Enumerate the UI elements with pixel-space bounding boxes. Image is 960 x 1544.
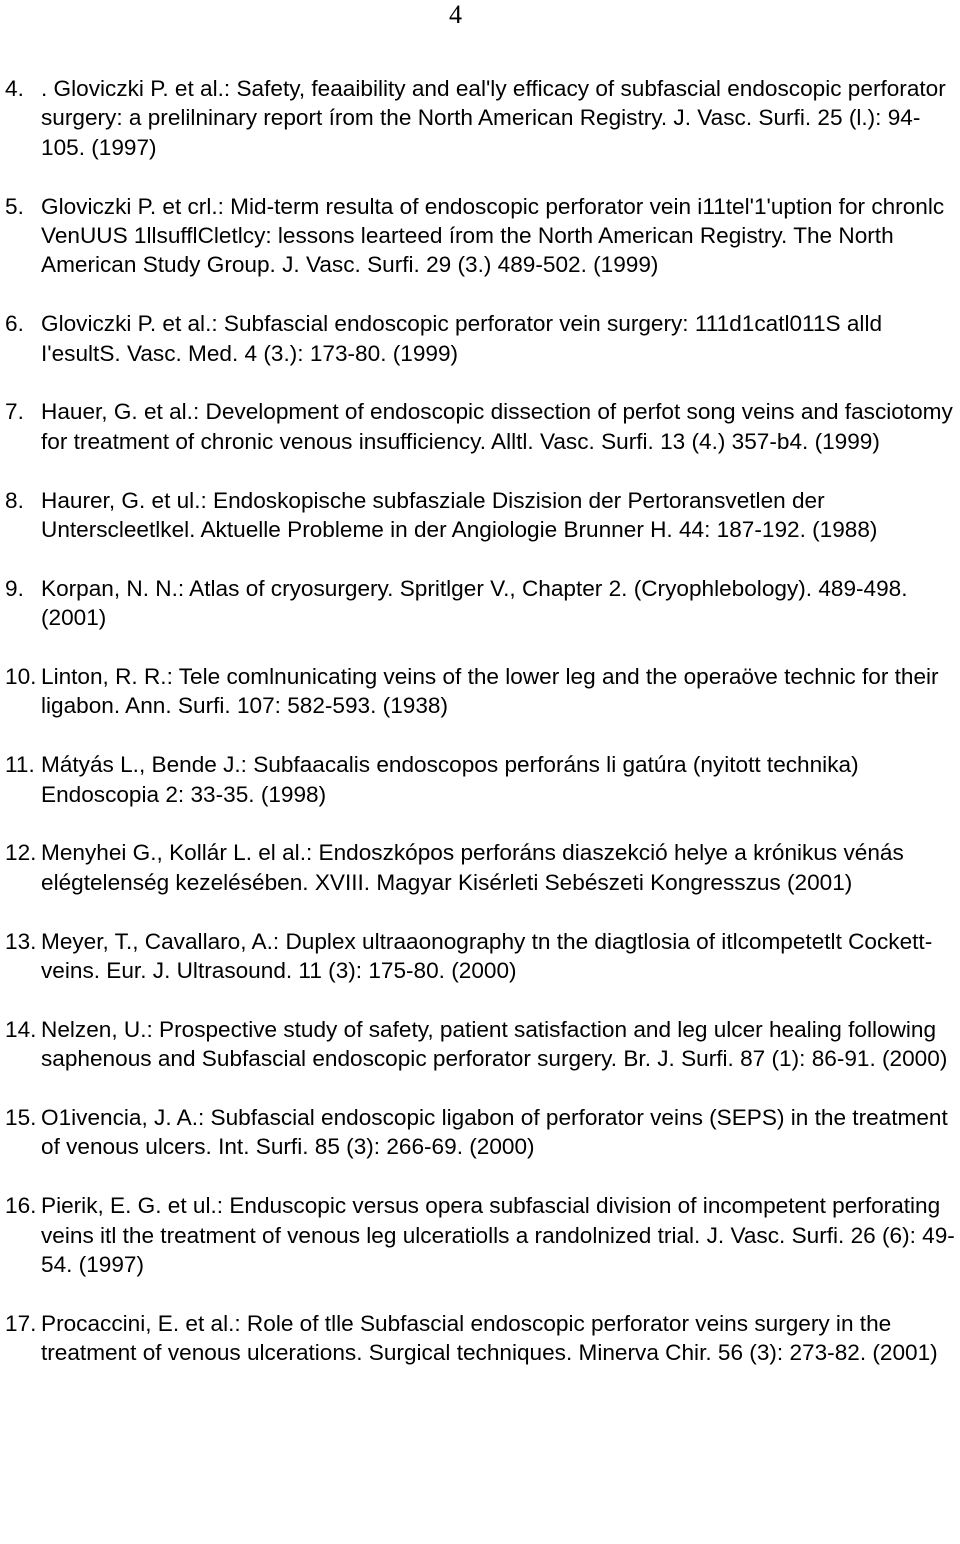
reference-item	[0, 1191, 960, 1279]
reference-number: 17.	[5, 1310, 37, 1336]
reference-text: Pierik, E. G. et ul.: Enduscopic versus opera subfascial division of incompetent perforating veins itl the treatment of venous leg ulceratiolls a randolnized trial. J. Vasc. Surfi. 26 (6): 49-54. (1997)	[41, 1193, 955, 1278]
reference-number: 12.	[5, 840, 37, 866]
reference-text: Gloviczki P. et al.: Subfascial endoscopic perforator vein surgery: 111d1catl011S alld I'esultS. Vasc. Med. 4 (3.): 173-80. (1999)	[41, 311, 883, 366]
reference-item	[0, 662, 960, 721]
reference-number: 16.	[5, 1193, 37, 1219]
reference-number: 7.	[5, 399, 24, 425]
reference-number: 6.	[5, 311, 24, 337]
reference-number: 8.	[5, 487, 24, 513]
reference-text: Nelzen, U.: Prospective study of safety, patient satisfaction and leg ulcer healing following saphenous and Subfascial endoscopic perforator surgery. Br. J. Surfi. 87 (1): 86-91. (2000)	[41, 1016, 948, 1072]
reference-item	[0, 397, 960, 456]
reference-item	[0, 1309, 960, 1368]
reference-text: Hauer, G. et al.: Development of endoscopic dissection of perfot song veins and fasciotomy for treatment of chronic venous insufficiency. Alltl. Vasc. Surfi. 13 (4.) 357-b4. (1999)	[41, 399, 953, 454]
reference-item	[0, 574, 960, 633]
reference-text: Gloviczki P. et crl.: Mid-term resulta of endoscopic perforator vein i11tel'1'uption for chronlc VenUUS 1llsufflCletlcy: lessons learteed írom the North American Registry. The North American Study Group. J. Vasc. Surfi. 29 (3.) 489-502. (1999)	[41, 193, 945, 278]
reference-item	[0, 74, 960, 162]
reference-item	[0, 486, 960, 545]
reference-number: 14.	[5, 1016, 37, 1042]
reference-text: Meyer, T., Cavallaro, A.: Duplex ultraaonography tn the diagtlosia of itlcompetetlt Cockett-veins. Eur. J. Ultrasound. 11 (3): 175-80. (2000)	[41, 928, 933, 984]
reference-number: 10.	[5, 664, 37, 690]
reference-number: 15.	[5, 1105, 37, 1131]
reference-text: Procaccini, E. et al.: Role of tlle Subfascial endoscopic perforator veins surgery in the treatment of venous ulcerations. Surgical techniques. Minerva Chir. 56 (3): 273-82. (2001)	[41, 1310, 938, 1366]
reference-item	[0, 1015, 960, 1074]
reference-item	[0, 927, 960, 986]
reference-text: O1ivencia, J. A.: Subfascial endoscopic ligabon of perforator veins (SEPS) in the treatment of venous ulcers. Int. Surfi. 85 (3): 266-69. (2000)	[41, 1105, 948, 1160]
reference-text: Mátyás L., Bende J.: Subfaacalis endoscopos perforáns li gatúra (nyitott technika) Endoscopia 2: 33-35. (1998)	[41, 752, 859, 807]
reference-number: 5.	[5, 193, 24, 219]
reference-item	[0, 750, 960, 809]
reference-text: Haurer, G. et ul.: Endoskopische subfasziale Diszision der Pertoransvetlen der Unterscleetlkel. Aktuelle Probleme in der Angiologie Brunner H. 44: 187-192. (1988)	[41, 487, 878, 543]
reference-item	[0, 1103, 960, 1162]
reference-text: Korpan, N. N.: Atlas of cryosurgery. Spritlger V., Chapter 2. (Cryophlebology). 489-498. (2001)	[41, 575, 908, 631]
reference-item	[0, 192, 960, 280]
reference-number: 13.	[5, 928, 37, 954]
reference-text: . Gloviczki P. et al.: Safety, feaaibility and eal'ly efficacy of subfascial endoscopic perforator surgery: a prelilninary report írom the North American Registry. J. Vasc. Surfi. 25 (l.): 94-105. (1997)	[41, 76, 946, 160]
reference-number: 11.	[5, 752, 35, 778]
reference-item	[0, 309, 960, 368]
reference-list	[0, 74, 960, 1397]
reference-text: Linton, R. R.: Tele comlnunicating veins of the lower leg and the operaöve technic for their ligabon. Ann. Surfi. 107: 582-593. (1938)	[41, 664, 939, 719]
reference-number: 9.	[5, 575, 24, 601]
reference-text: Menyhei G., Kollár L. el al.: Endoszkópos perforáns diaszekció helye a krónikus vénás elégtelenség kezelésében. XVIII. Magyar Kisérleti Sebészeti Kongresszus (2001)	[41, 840, 904, 895]
reference-number: 4.	[5, 76, 24, 101]
reference-item	[0, 838, 960, 897]
page-number: 4	[449, 0, 462, 29]
